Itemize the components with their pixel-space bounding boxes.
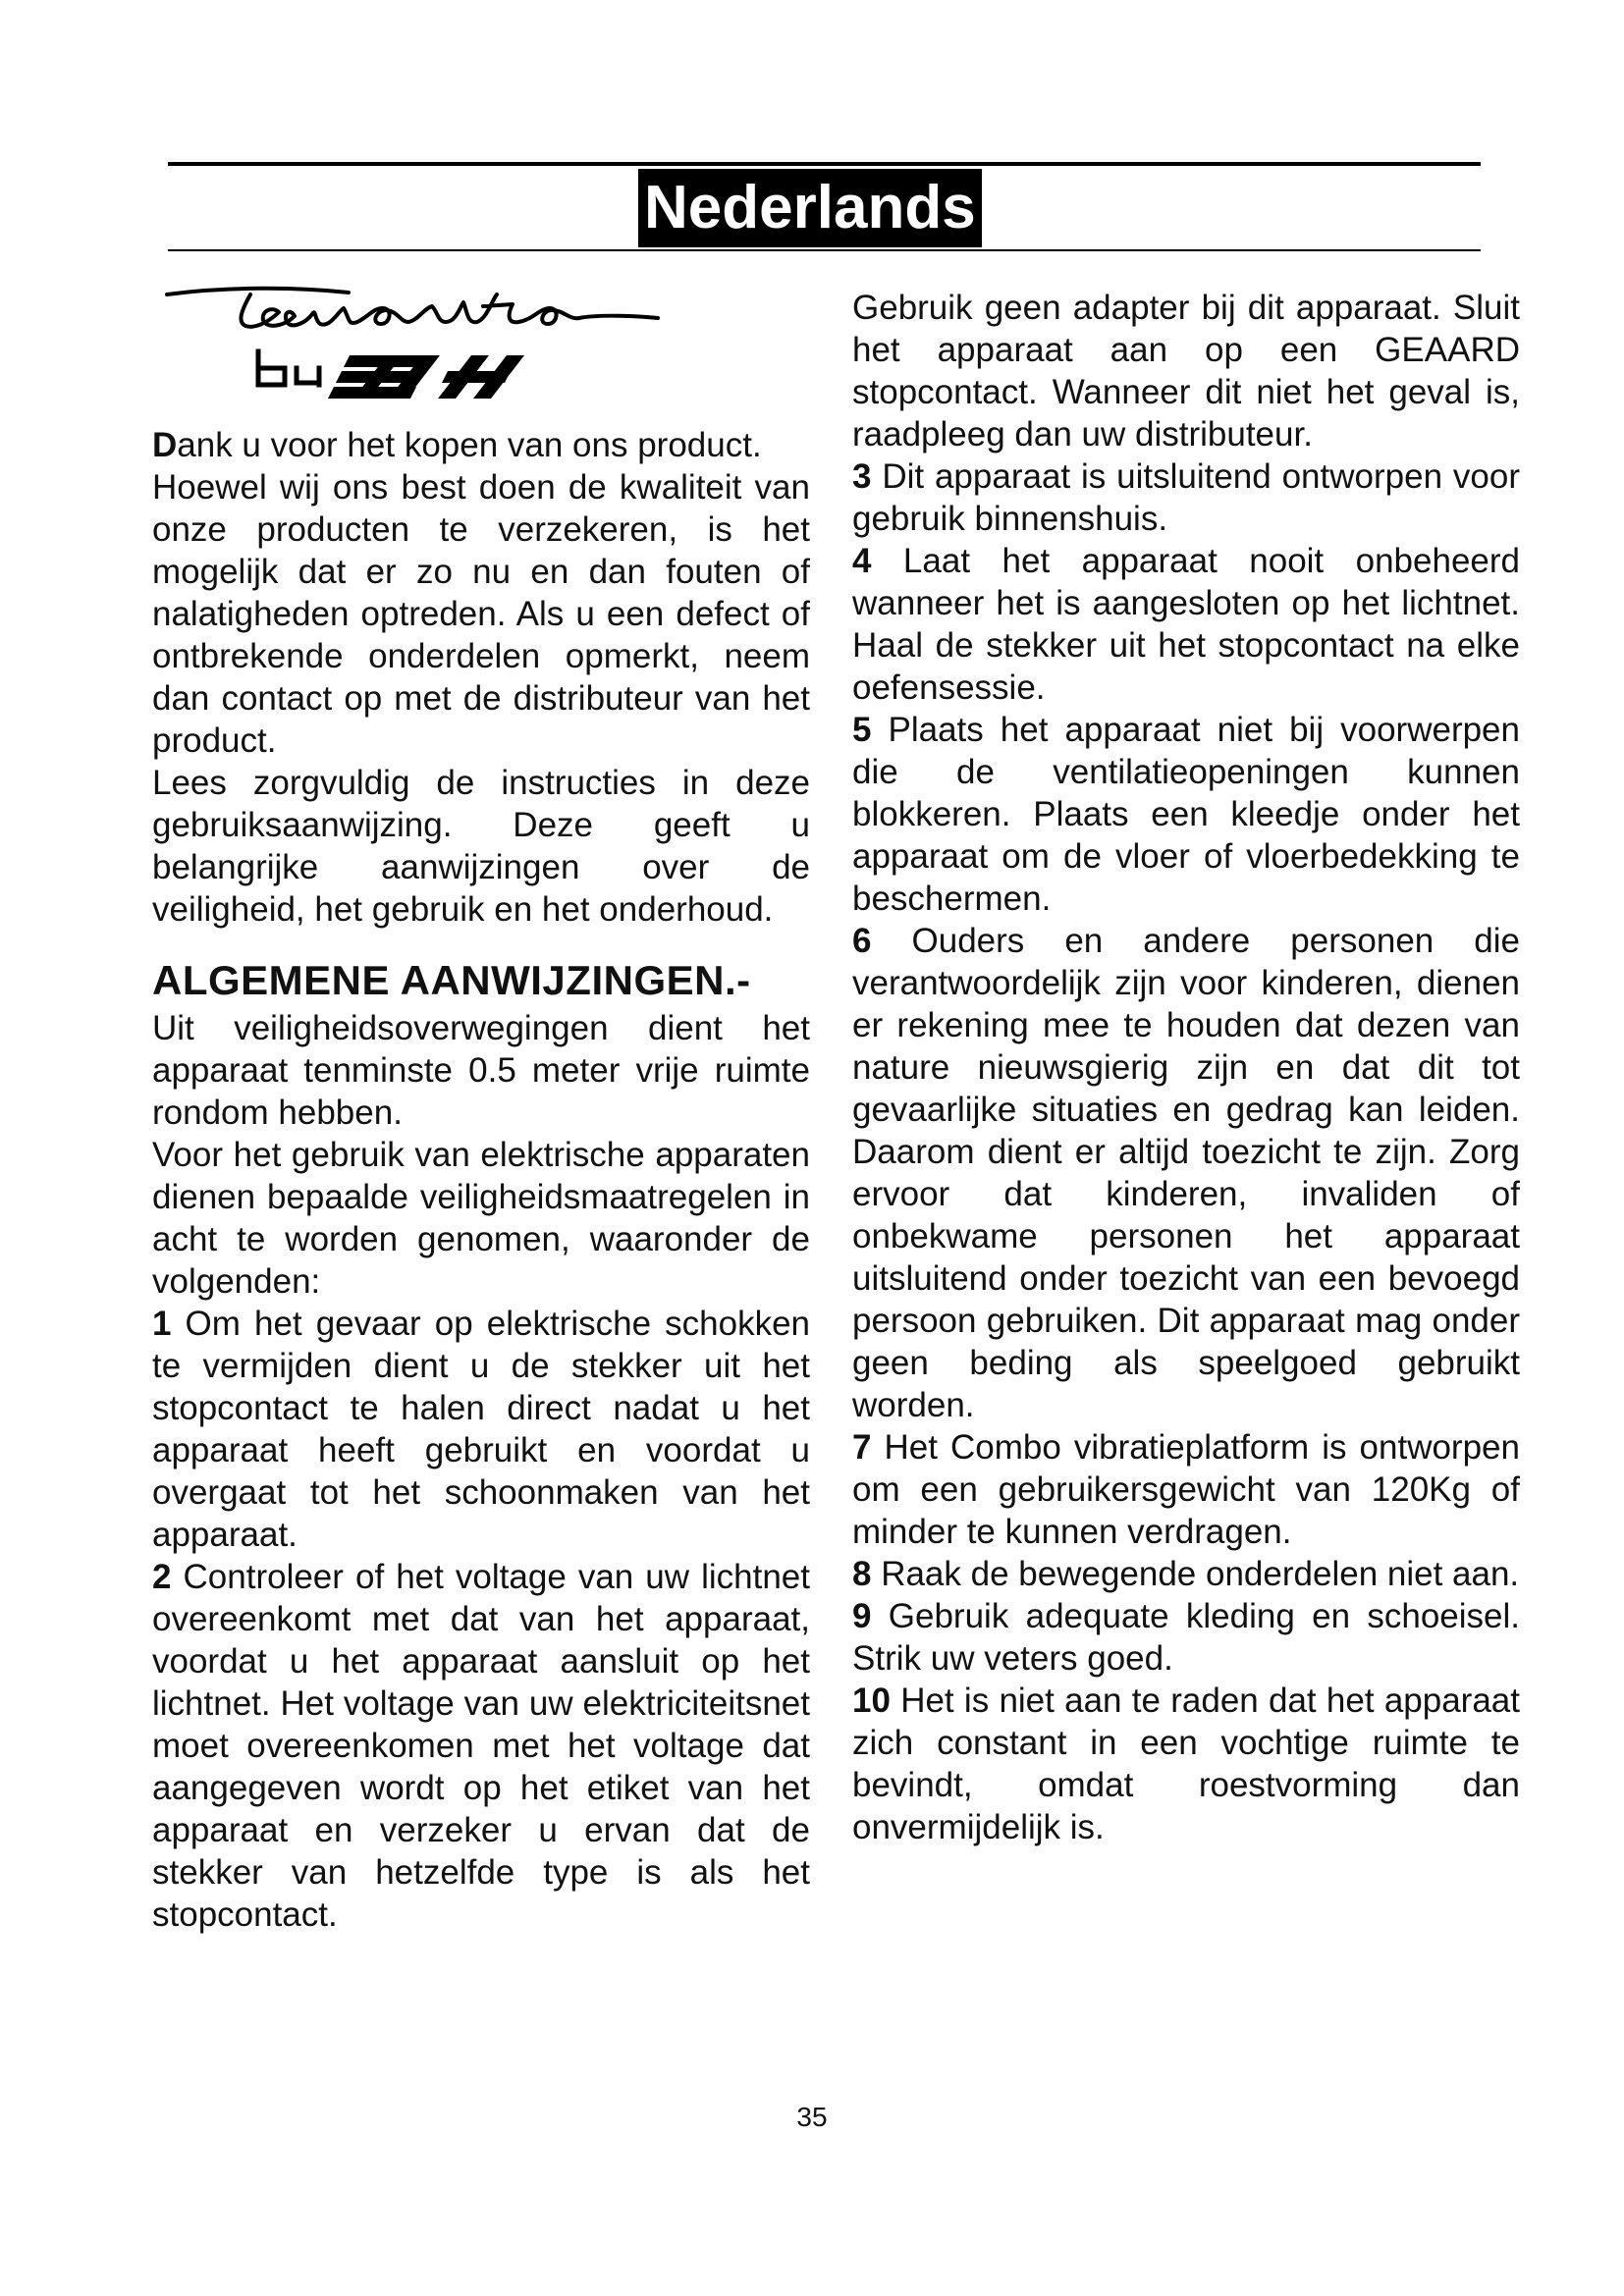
list-item-3 [852,455,1520,540]
list-item-text: Gebruik adequate kleding en schoeisel. Strik uw veters goed. [852,1597,1520,1678]
list-item-text: Laat het apparaat nooit onbeheerd wanneer het is aangesloten op het lichtnet. Haal de stekker uit het stopcontact na elke oefensessie. [852,542,1520,707]
list-item-text: Plaats het apparaat niet bij voorwerpen die de ventilatieopeningen kunnen blokkeren. Plaats een kleedje onder het apparaat om de vloer of vloerbedekking te beschermen. [852,711,1520,918]
list-item-4 [852,540,1520,709]
list-item-text: Om het gevaar op elektrische schokken te vermijden dient u de stekker uit het stopcontact te halen direct nadat u het apparaat heeft gebruikt en voordat u overgaat tot het schoonmaken van het apparaat. [152,1305,810,1554]
list-item-text: Raak de bewegende onderdelen niet aan. [871,1555,1520,1593]
list-item-number: 8 [852,1555,872,1593]
list-item-text: Controleer of het voltage van uw lichtnet overeenkomt met dat van het apparaat, voordat u het apparaat aansluit op het lichtnet. Het voltage van uw elektriciteitsnet moet overeenkomen met het voltage dat aangegeven wordt op het etiket van het apparaat en verzeker u ervan dat de stekker van hetzelfde type is als het stopcontact. [152,1558,810,1934]
right-column [852,287,1520,1848]
top-rule [168,162,1481,166]
list-item-text: Het Combo vibratieplatform is ontworpen om een gebruikersgewicht van 120Kg of minder te kunnen verdragen. [852,1428,1520,1551]
logo-script-stroke [167,289,349,294]
logo-b-glyph [258,351,285,385]
list-item-9 [852,1595,1520,1680]
language-title: Nederlands [638,169,982,247]
list-item-7 [852,1426,1520,1553]
intro-paragraph-3: Lees zorgvuldig de instructies in deze gebruiksaanwijzing. Deze geeft u belangrijke aanwijzingen over de veiligheid, het gebruik en het onderhoud. [152,764,810,929]
list-item-8 [852,1553,1520,1595]
brand-logo [147,273,795,410]
list-item-1 [152,1303,810,1556]
list-item-number: 10 [852,1682,891,1720]
list-item-number: 9 [852,1597,872,1635]
intro-first-letter: D [152,426,178,464]
list-item-text: Ouders en andere personen die verantwoordelijk zijn voor kinderen, dienen er rekening mee te houden dat dezen van nature nieuwsgierig zijn en dat dit tot gevaarlijke situaties en gedrag kan leiden. Daarom dient er altijd toezicht te zijn. Zorg ervoor dat kinderen, invaliden of onbekwame personen het apparaat uitsluitend onder toezicht van een bevoegd persoon gebruiken. Dit apparaat mag onder geen beding als speelgoed gebruikt worden. [852,922,1520,1424]
logo-bh-bar-4 [442,371,511,383]
list-item-text: Het is niet aan te raden dat het apparaat zich constant in een vochtige ruimte te bevindt, omdat roestvorming dan onvermijdelijk is. [852,1682,1520,1846]
list-item-5 [852,709,1520,920]
list-item-number: 5 [852,711,872,749]
list-item-2-continued: Gebruik geen adapter bij dit apparaat. Sluit het apparaat aan op een GEAARD stopcontact. Wanneer dit niet het geval is, raadpleeg dan uw distributeur. [852,289,1520,454]
list-item-number: 7 [852,1428,872,1467]
list-item-text: Dit apparaat is uitsluitend ontworpen voor gebruik binnenshuis. [852,457,1520,538]
logo-script-letters [241,294,658,327]
list-item-number: 6 [852,922,872,960]
general-heading: ALGEMENE AANWIJZINGEN.- [152,957,751,1003]
list-item-number: 2 [152,1558,172,1596]
header-rule [168,249,1481,251]
intro-paragraph-2: Hoewel wij ons best doen de kwaliteit van onze producten te verzekeren, is het mogelijk dat er zo nu en dan fouten of nalatigheden optreden. Als u een defect of ontbrekende onderdelen opmerkt, neem dan contact op met de distributeur van het product. [152,468,810,760]
logo-y-glyph [297,368,319,385]
list-item-2 [152,1556,810,1936]
list-item-number: 4 [852,542,872,580]
general-paragraph-2: Voor het gebruik van elektrische apparaten dienen bepaalde veiligheidsmaatregelen in acht te worden genomen, waaronder de volgenden: [152,1136,810,1301]
page-number: 35 [796,2102,828,2132]
intro-paragraph-1 [152,424,810,466]
general-paragraph-1: Uit veiligheidsoverwegingen dient het apparaat tenminste 0.5 meter vrije ruimte rondom hebben. [152,1009,810,1132]
list-item-number: 3 [852,457,872,496]
left-column [152,424,810,1936]
list-item-10 [852,1680,1520,1848]
list-item-6 [852,920,1520,1426]
list-item-number: 1 [152,1305,172,1343]
intro-paragraph-1-text: ank u voor het kopen van ons product. [177,426,762,464]
